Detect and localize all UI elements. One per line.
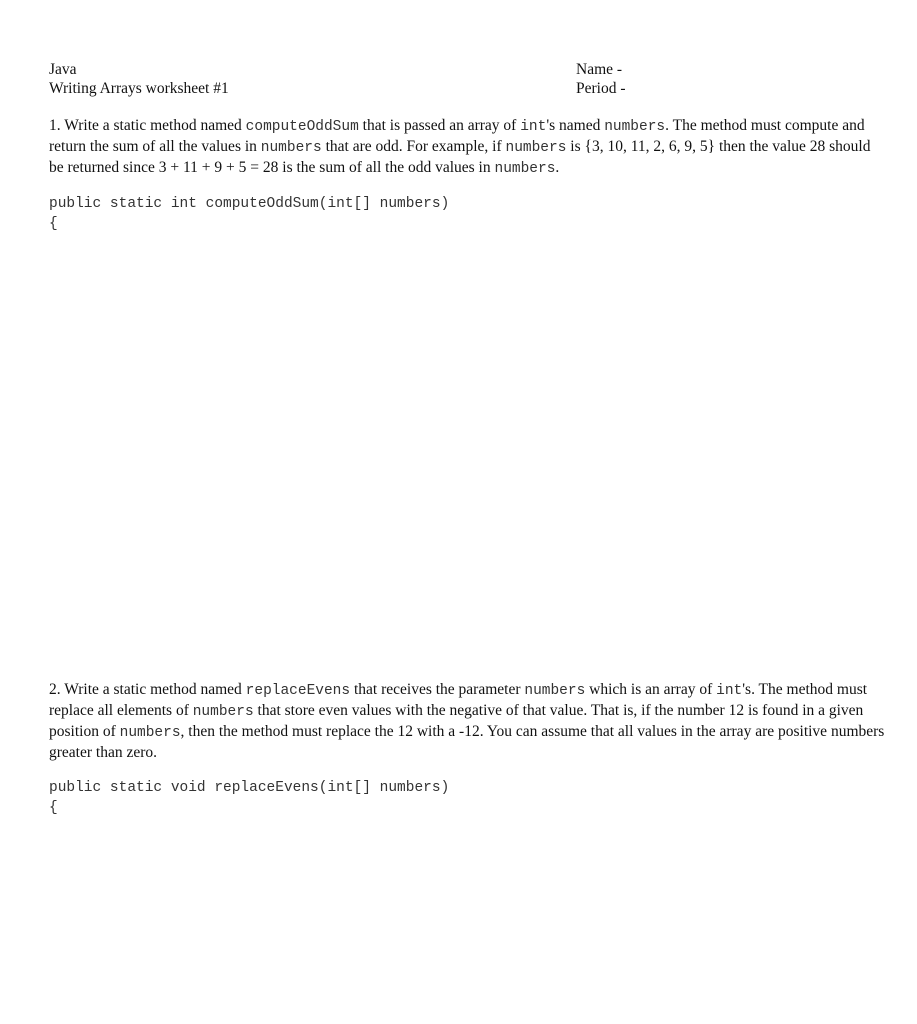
name-label: Name - <box>576 61 623 78</box>
method-name: replaceEvens <box>245 683 351 699</box>
question-1-prompt: 1. Write a static method named computeOddSum that is passed an array of int's named numbers. The method must compute and return the sum of all the values in numbers that are odd. For example, if numbers is {3, 10, 11, 2, 6, 9, 5} then the value 28 should be returned since 3 + 11 + 9 + 5 = 28 is the sum of all the odd values in numbers. <box>49 117 871 177</box>
course-label: Java <box>49 61 77 78</box>
student-info <box>576 60 626 98</box>
open-brace: { <box>49 800 58 816</box>
method-signature: public static void replaceEvens(int[] numbers) <box>49 780 450 796</box>
question-number: 2. <box>49 681 61 698</box>
question-2-prompt: 2. Write a static method named replaceEvens that receives the parameter numbers which is an array of int's. The method must replace all elements of numbers that store even values with the negative of that value. That is, if the number 12 is found in a given position of numbers, then the method must replace the 12 with a -12. You can assume that all values in the array are positive numbers greater than zero. <box>49 681 885 761</box>
method-signature: public static int computeOddSum(int[] numbers) <box>49 196 450 212</box>
open-brace: { <box>49 216 58 232</box>
worksheet-title: Writing Arrays worksheet #1 <box>49 80 229 97</box>
period-label: Period - <box>576 80 626 97</box>
question-1-code <box>49 194 449 234</box>
question-2-code <box>49 778 449 818</box>
method-name: computeOddSum <box>245 119 359 135</box>
question-number: 1. <box>49 117 61 134</box>
worksheet-header <box>49 60 229 98</box>
